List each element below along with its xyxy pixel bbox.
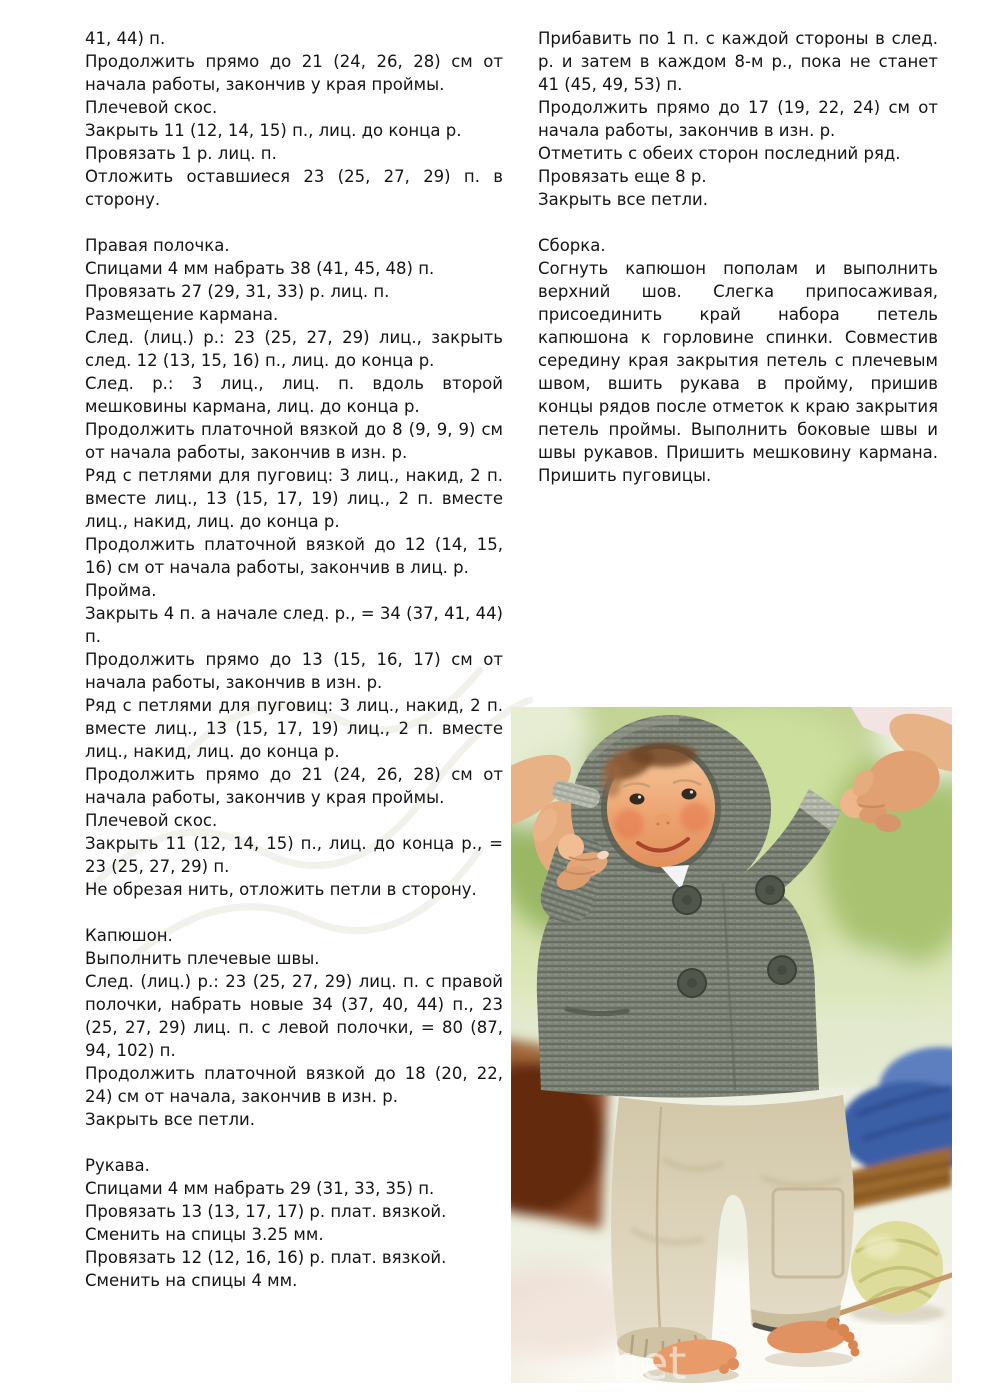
paragraph: Согнуть капюшон пополам и выполнить верхний шов. Слегка припосаживая, присоединить край набора петель капюшона к горловине спинки. Совместив середину края закрытия петель с плечевым швом, вшить рукава в пройму, пришив концы рядов после отметок к краю закрытия петель проймы. Выполнить боковые швы и швы рукавов. Пришить мешковину кармана. Пришить пуговицы. — [538, 259, 938, 485]
paragraph: Сменить на спицы 3.25 мм. — [85, 1225, 324, 1244]
paragraph: Ряд с петлями для пуговиц: 3 лиц., накид, 2 п. вместе лиц., 13 (15, 17, 19) лиц., 2 п. вместе лиц., накид, лиц. до конца р. — [85, 466, 503, 531]
paragraph: Продолжить платочной вязкой до 8 (9, 9, 9) см от начала работы, закончив в изн. р. — [85, 420, 503, 462]
paragraph: След. (лиц.) р.: 23 (25, 27, 29) лиц., закрыть след. 12 (13, 15, 16) п., лиц. до конца р. — [85, 328, 503, 370]
paragraph: Продолжить прямо до 17 (19, 22, 24) см от начала работы, закончив в изн. р. — [538, 98, 938, 140]
paragraph: Продолжить платочной вязкой до 18 (20, 22, 24) см от начала, закончив в изн. р. — [85, 1064, 503, 1106]
paragraph: Выполнить плечевые швы. — [85, 949, 320, 968]
paragraph: Сборка. — [538, 236, 606, 255]
paragraph: Провязать 1 р. лиц. п. — [85, 144, 277, 163]
right-column — [538, 27, 938, 487]
paragraph: Закрыть все петли. — [538, 190, 708, 209]
paragraph: След. (лиц.) р.: 23 (25, 27, 29) лиц. п. с правой полочки, набрать новые 34 (37, 40, 44) п., 23 (25, 27, 29) лиц. п. с левой полочки, = 80 (87, 94, 102) п. — [85, 972, 503, 1060]
text-section — [85, 234, 503, 901]
text-section — [85, 924, 503, 1131]
paragraph: Продолжить платочной вязкой до 12 (14, 15, 16) см от начала работы, закончив в лиц. р. — [85, 535, 503, 577]
paragraph: Закрыть все петли. — [85, 1110, 255, 1129]
paragraph: Ряд с петлями для пуговиц: 3 лиц., накид, 2 п. вместе лиц., 13 (15, 17, 19) лиц., 2 п. вместе лиц., накид, лиц. до конца р. — [85, 696, 503, 761]
text-section — [538, 27, 938, 211]
paragraph: След. р.: 3 лиц., лиц. п. вдоль второй мешковины кармана, лиц. до конца р. — [85, 374, 503, 416]
paragraph: Прибавить по 1 п. с каждой стороны в след. р. и затем в каждом 8-м р., пока не станет 41 (45, 49, 53) п. — [538, 29, 938, 94]
text-section — [85, 1154, 503, 1292]
paragraph: Провязать 27 (29, 31, 33) р. лиц. п. — [85, 282, 390, 301]
paragraph: Провязать 13 (13, 17, 17) р. плат. вязкой. — [85, 1202, 447, 1221]
paragraph: Спицами 4 мм набрать 29 (31, 33, 35) п. — [85, 1179, 435, 1198]
paragraph: Продолжить прямо до 21 (24, 26, 28) см от начала работы, закончив у края проймы. — [85, 765, 503, 807]
paragraph: Плечевой скос. — [85, 98, 218, 117]
paragraph: Спицами 4 мм набрать 38 (41, 45, 48) п. — [85, 259, 435, 278]
photo-watermark: net — [611, 1336, 687, 1383]
paragraph: Размещение кармана. — [85, 305, 279, 324]
paragraph: Отложить оставшиеся 23 (25, 27, 29) п. в сторону. — [85, 167, 503, 209]
paragraph: Закрыть 4 п. а начале след. р., = 34 (37, 41, 44) п. — [85, 604, 503, 646]
paragraph: Провязать 12 (12, 16, 16) р. плат. вязкой. — [85, 1248, 447, 1267]
paragraph: Закрыть 11 (12, 14, 15) п., лиц. до конца р. — [85, 121, 462, 140]
paragraph: Правая полочка. — [85, 236, 230, 255]
paragraph: Отметить с обеих сторон последний ряд. — [538, 144, 901, 163]
paragraph: Сменить на спицы 4 мм. — [85, 1271, 298, 1290]
paragraph: 41, 44) п. — [85, 29, 166, 48]
baby-photo — [511, 707, 952, 1383]
text-section — [85, 27, 503, 211]
paragraph: Плечевой скос. — [85, 811, 218, 830]
paragraph: Провязать еще 8 р. — [538, 167, 707, 186]
text-section — [538, 234, 938, 487]
left-column — [85, 27, 503, 1292]
paragraph: Пройма. — [85, 581, 157, 600]
paragraph: Продолжить прямо до 13 (15, 16, 17) см от начала работы, закончив в изн. р. — [85, 650, 503, 692]
paragraph: Закрыть 11 (12, 14, 15) п., лиц. до конца р., = 23 (25, 27, 29) п. — [85, 834, 503, 876]
paragraph: Не обрезая нить, отложить петли в сторону. — [85, 880, 477, 899]
paragraph: Продолжить прямо до 21 (24, 26, 28) см от начала работы, закончив у края проймы. — [85, 52, 503, 94]
paragraph: Капюшон. — [85, 926, 173, 945]
paragraph: Рукава. — [85, 1156, 150, 1175]
